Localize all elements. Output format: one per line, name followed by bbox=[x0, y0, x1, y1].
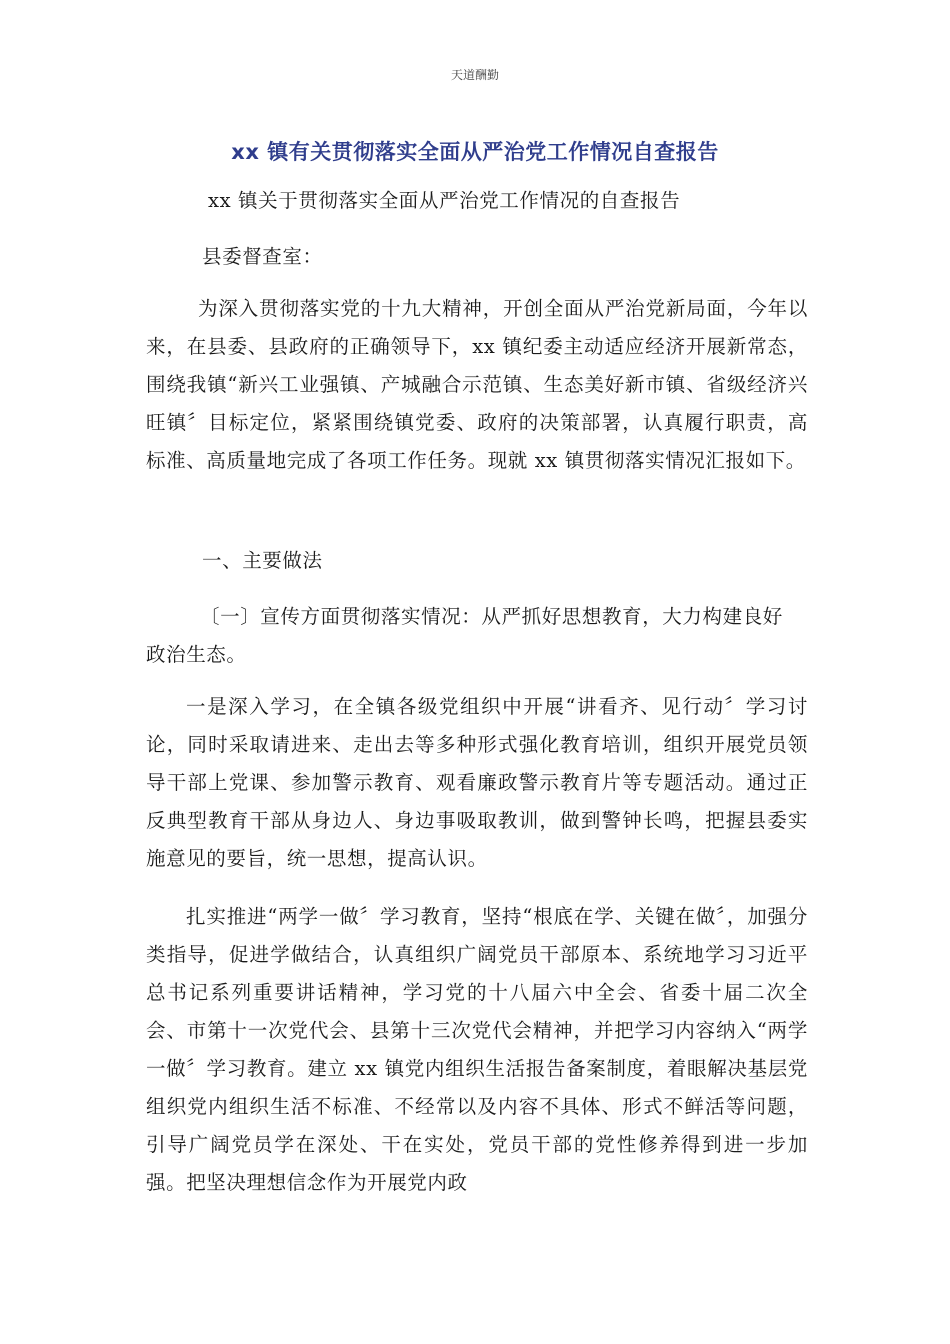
paragraph-two-studies: 扎实推进“两学一做〞学习教育，坚持“根底在学、关键在做〞，加强分类指导，促进学做结合，认真组织广阔党员干部原本、系统地学习习近平总书记系列重要讲话精神，学习党的十八届六中全会、省委十届二次全会、市第十一次党代会、县第十三次党代会精神，并把学习内容纳入“两学一做〞学习教育。建立 xx 镇党内组织生活报告备案制度，着眼解决基层党组织党内组织生活不标准、不经常以及内容不具体、形式不鲜活等问题，引导广阔党员学在深处、干在实处，党员干部的党性修养得到进一步加强。把坚决理想信念作为开展党内政 bbox=[146, 905, 808, 1194]
section-heading-main-practices: 一、主要做法 bbox=[202, 549, 323, 572]
subsection-heading-line2: 政治生态。 bbox=[146, 643, 247, 666]
page-header: 天道酬勤 bbox=[450, 68, 499, 82]
subsection-heading-line1: 〔一〕宣传方面贯彻落实情况：从严抓好思想教育，大力构建良好 bbox=[200, 605, 783, 628]
document-title: xx 镇有关贯彻落实全面从严治党工作情况自查报告 bbox=[231, 140, 719, 164]
salutation: 县委督查室： bbox=[202, 245, 323, 268]
paragraph-intro: 为深入贯彻落实党的十九大精神，开创全面从严治党新局面，今年以来，在县委、县政府的正确领导下，xx 镇纪委主动适应经济开展新常态，围绕我镇“新兴工业强镇、产城融合示范镇、生态美好新市镇、省级经济兴旺镇〞目标定位，紧紧围绕镇党委、政府的决策部署，认真履行职责，高标准、高质量地完成了各项工作任务。现就 xx 镇贯彻落实情况汇报如下。 bbox=[146, 297, 808, 472]
paragraph-study: 一是深入学习，在全镇各级党组织中开展“讲看齐、见行动〞学习讨论，同时采取请进来、走出去等多种形式强化教育培训，组织开展党员领导干部上党课、参加警示教育、观看廉政警示教育片等专题活动。通过正反典型教育干部从身边人、身边事吸取教训，做到警钟长鸣，把握县委实施意见的要旨，统一思想，提高认识。 bbox=[146, 695, 808, 870]
document-subtitle: xx 镇关于贯彻落实全面从严治党工作情况的自查报告 bbox=[208, 189, 681, 212]
